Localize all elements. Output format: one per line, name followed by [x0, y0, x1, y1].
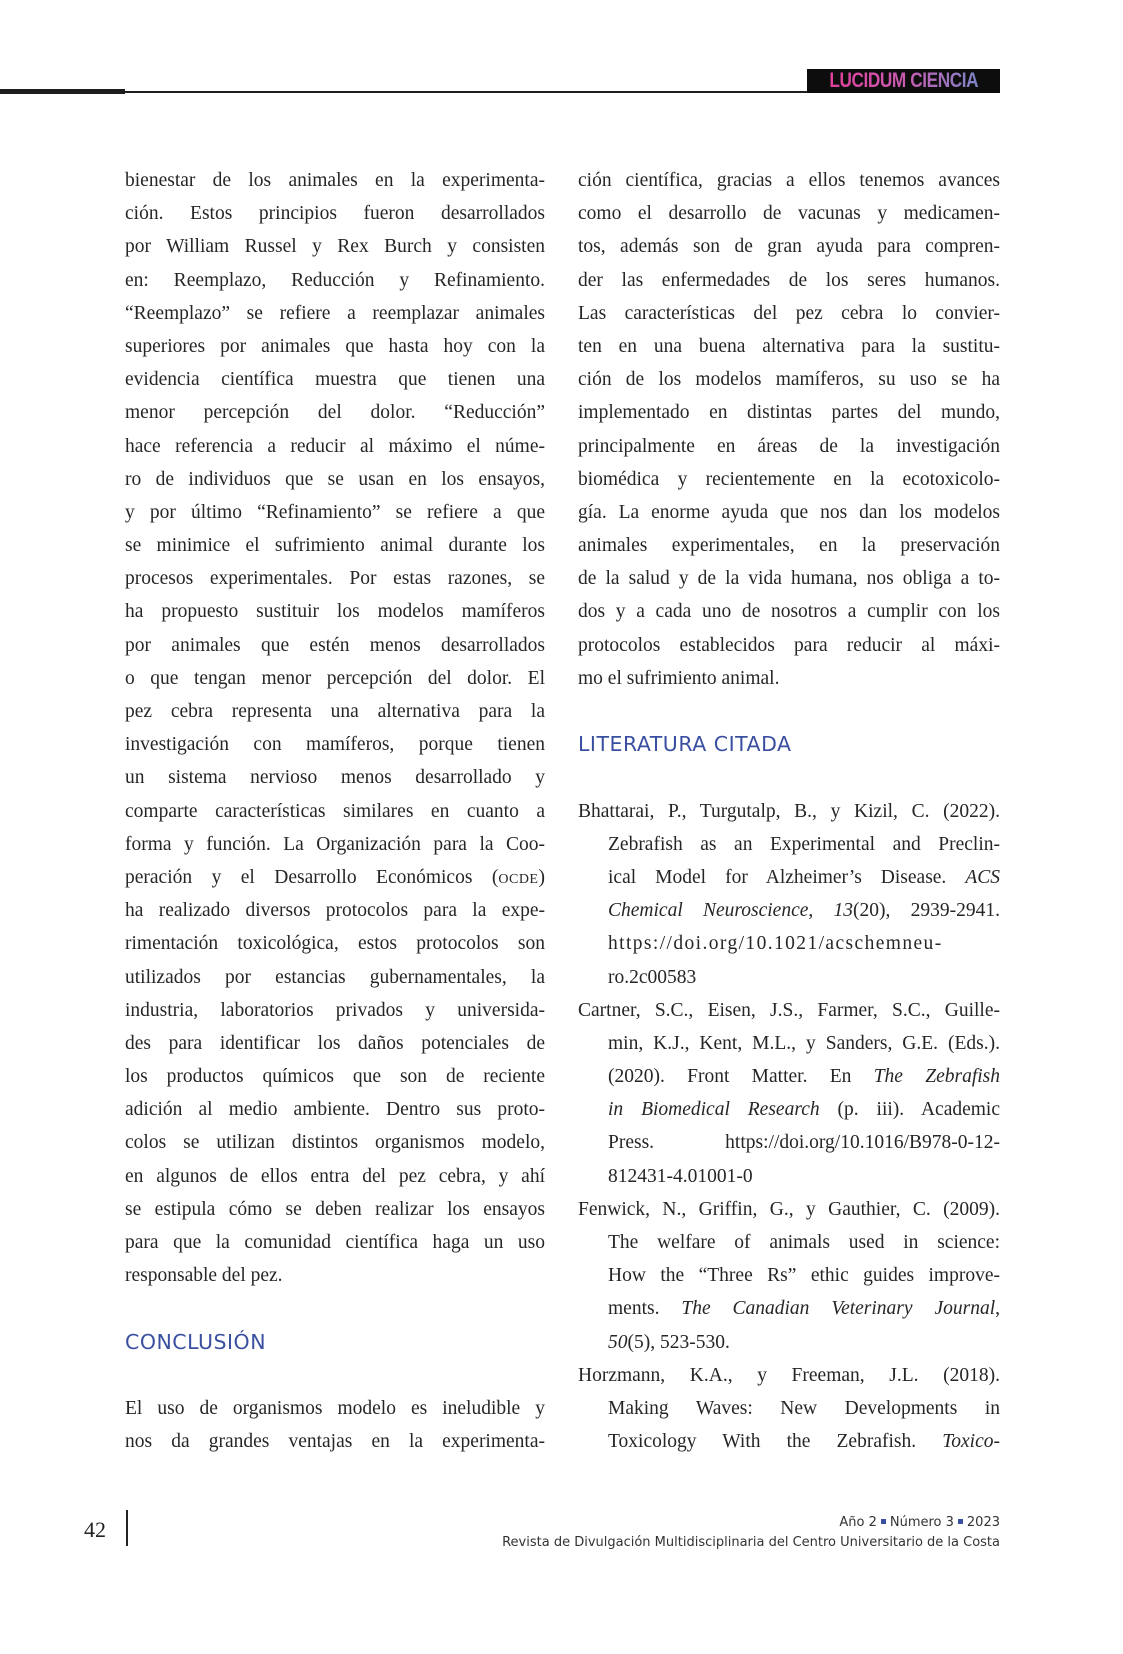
spacer: [578, 695, 1000, 728]
reference-line: Cartner, S.C., Eisen, J.S., Farmer, S.C., Guille-: [578, 999, 1000, 1021]
spacer: [125, 1292, 545, 1325]
references-heading: LITERATURA CITADA: [578, 732, 792, 757]
text-line: colos se utilizan distintos organismos modelo,: [125, 1132, 545, 1154]
reference-line: Horzmann, K.A., y Freeman, J.L. (2018).: [578, 1364, 1000, 1386]
reference-line: Fenwick, N., Griffin, G., y Gauthier, C. (2009).: [578, 1198, 1000, 1220]
text-fragment: (p. iii). Academic: [819, 1099, 1001, 1121]
text-line: dos y a cada uno de nosotros a cumplir con los: [578, 601, 1000, 623]
text-fragment: Toxicology With the Zebrafish.: [608, 1431, 943, 1453]
text-line: forma y función. La Organización para la Coo-: [125, 833, 545, 855]
reference-line: Zebrafish as an Experimental and Preclin-: [608, 833, 1000, 855]
footer-divider: [126, 1510, 128, 1546]
text-line: ha propuesto sustituir los modelos mamíferos: [125, 601, 545, 623]
text-line: [125, 861, 545, 894]
text-line: responsable del pez.: [125, 1265, 283, 1287]
text-line: por animales que estén menos desarrollados: [125, 634, 545, 656]
text-fragment: ments.: [608, 1298, 682, 1320]
book-title: in Biomedical Research: [608, 1099, 820, 1121]
book-title: The Zebrafish: [873, 1066, 1001, 1088]
text-fragment: (2020). Front Matter. En: [608, 1066, 874, 1088]
reference-entry: [578, 994, 1000, 1193]
text-line: un sistema nervioso menos desarrollado y: [125, 767, 545, 789]
text-line: o que tengan menor percepción del dolor. El: [125, 667, 545, 689]
text-fragment: ,: [995, 1298, 1000, 1320]
text-line: der las enfermedades de los seres humanos.: [578, 269, 1000, 291]
text-fragment: ): [538, 866, 545, 888]
text-line: como el desarrollo de vacunas y medicamen-: [578, 203, 1000, 225]
volume-number: 13: [833, 900, 854, 922]
square-bullet-icon: [958, 1519, 963, 1524]
text-line: se estipula cómo se deben realizar los ensayos: [125, 1198, 545, 1220]
text-line: superiores por animales que hasta hoy con la: [125, 335, 545, 357]
reference-entry: [578, 1193, 1000, 1359]
issue-number: Número 3: [889, 1515, 954, 1530]
doi-link[interactable]: 812431-4.01001-0: [608, 1165, 753, 1187]
text-line: hace referencia a reducir al máximo el núme-: [125, 435, 545, 457]
text-line: procesos experimentales. Por estas razones, se: [125, 568, 545, 590]
text-line: investigación con mamíferos, porque tienen: [125, 734, 545, 756]
body-paragraph: [578, 164, 1000, 695]
text-line: utilizados por estancias gubernamentales, la: [125, 966, 545, 988]
text-line: ción de los modelos mamíferos, su uso se ha: [578, 369, 1000, 391]
reference-line: [578, 1425, 1000, 1458]
text-line: ción científica, gracias a ellos tenemos avances: [578, 170, 1000, 191]
journal-brand-badge: [807, 69, 1000, 93]
text-line: nos da grandes ventajas en la experimenta-: [125, 1431, 545, 1453]
reference-line: [578, 1060, 1000, 1093]
text-line: en: Reemplazo, Reducción y Refinamiento.: [125, 269, 545, 291]
text-line: por William Russel y Rex Burch y consisten: [125, 236, 545, 258]
header-rule-thick: [0, 89, 125, 94]
text-line: “Reemplazo” se refiere a reemplazar animales: [125, 302, 545, 324]
journal-title: ACS: [965, 866, 1000, 888]
text-line: los productos químicos que son de reciente: [125, 1066, 545, 1088]
reference-entry: [578, 795, 1000, 994]
text-line: rimentación toxicológica, estos protocolos son: [125, 933, 545, 955]
text-line: evidencia científica muestra que tienen una: [125, 369, 545, 391]
page-number: 42: [84, 1517, 106, 1542]
footer-meta: [502, 1513, 1000, 1553]
body-paragraph: [125, 164, 545, 1292]
text-line: El uso de organismos modelo es ineludible y: [125, 1397, 545, 1419]
text-line: des para identificar los daños potenciales de: [125, 1032, 545, 1054]
text-line: bienestar de los animales en la experimenta-: [125, 170, 545, 191]
text-line: pez cebra representa una alternativa para la: [125, 701, 545, 722]
journal-name: Revista de Divulgación Multidisciplinaria del Centro Universitario de la Costa: [502, 1535, 1000, 1550]
text-line: implementado en distintas partes del mundo,: [578, 402, 1000, 424]
reference-line: [578, 894, 1000, 927]
text-line: ha realizado diversos protocolos para la expe-: [125, 900, 545, 922]
text-fragment: (20), 2939-2941.: [853, 900, 1000, 922]
header-rule: [125, 91, 808, 93]
reference-line: [578, 1326, 1000, 1359]
text-fragment: ical Model for Alzheimer’s Disease.: [608, 866, 966, 888]
right-column: [578, 164, 1000, 1458]
issue-year: Año 2: [839, 1515, 877, 1530]
issue-info: [502, 1513, 1000, 1533]
reference-line: The welfare of animals used in science:: [608, 1232, 1000, 1253]
text-line: menor percepción del dolor. “Reducción”: [125, 402, 545, 424]
reference-line: min, K.J., Kent, M.L., y Sanders, G.E. (Eds.).: [608, 1032, 1000, 1054]
text-line: ción. Estos principios fueron desarrollados: [125, 203, 545, 225]
reference-line: Bhattarai, P., Turgutalp, B., y Kizil, C. (2022).: [578, 800, 1000, 822]
reference-line: How the “Three Rs” ethic guides improve-: [608, 1265, 1000, 1287]
left-column: [125, 164, 545, 1458]
spacer: [125, 1359, 545, 1392]
text-line: protocolos establecidos para reducir al máxi-: [578, 634, 1000, 656]
text-line: mo el sufrimiento animal.: [578, 667, 780, 689]
text-line: tos, además son de gran ayuda para compren-: [578, 236, 1000, 258]
text-line: en algunos de ellos entra del pez cebra, y ahí: [125, 1165, 545, 1187]
text-line: Las características del pez cebra lo convier-: [578, 302, 1000, 324]
conclusion-heading: CONCLUSIÓN: [125, 1329, 267, 1354]
reference-line: Making Waves: New Developments in: [608, 1397, 1000, 1419]
doi-link[interactable]: Press. https://doi.org/10.1016/B978-0-12-: [608, 1132, 1000, 1154]
journal-title: Chemical Neuroscience: [608, 900, 809, 922]
text-line: gía. La enorme ayuda que nos dan los modelos: [578, 501, 1000, 523]
text-line: se minimice el sufrimiento animal durante los: [125, 535, 545, 557]
journal-brand-name: LUCIDUM CIENCIA: [829, 69, 978, 92]
text-fragment: (5), 523-530.: [627, 1331, 730, 1353]
text-line: biomédica y recientemente en la ecotoxicolo-: [578, 468, 1000, 490]
ocde-abbreviation: ocde: [498, 866, 539, 888]
text-line: ro de individuos que se usan en los ensayos,: [125, 468, 545, 490]
doi-link[interactable]: ro.2c00583: [608, 966, 697, 988]
reference-line: [578, 861, 1000, 894]
reference-line: [578, 1093, 1000, 1126]
text-line: comparte características similares en cuanto a: [125, 800, 545, 822]
text-line: industria, laboratorios privados y universida-: [125, 999, 545, 1021]
reference-line: [578, 1292, 1000, 1325]
volume-number: 50: [608, 1331, 628, 1353]
doi-link[interactable]: https://doi.org/10.1021/acschemneu-: [608, 933, 943, 955]
journal-title: Toxico-: [942, 1431, 1000, 1453]
text-line: y por último “Refinamiento” se refiere a que: [125, 501, 545, 523]
text-fragment: ,: [808, 900, 834, 922]
journal-title: The Canadian Veterinary Journal: [681, 1298, 996, 1320]
text-line: adición al medio ambiente. Dentro sus proto-: [125, 1099, 545, 1121]
conclusion-paragraph: [125, 1392, 545, 1458]
text-line: principalmente en áreas de la investigación: [578, 435, 1000, 457]
text-fragment: peración y el Desarrollo Económicos (: [125, 866, 499, 888]
text-line: para que la comunidad científica haga un uso: [125, 1232, 545, 1253]
text-line: ten en una buena alternativa para la sustitu-: [578, 335, 1000, 357]
reference-entry: [578, 1359, 1000, 1459]
square-bullet-icon: [881, 1519, 886, 1524]
text-line: de la salud y de la vida humana, nos obliga a to-: [578, 568, 1000, 590]
issue-date: 2023: [966, 1515, 1000, 1530]
text-line: animales experimentales, en la preservación: [578, 535, 1000, 557]
spacer: [578, 761, 1000, 794]
